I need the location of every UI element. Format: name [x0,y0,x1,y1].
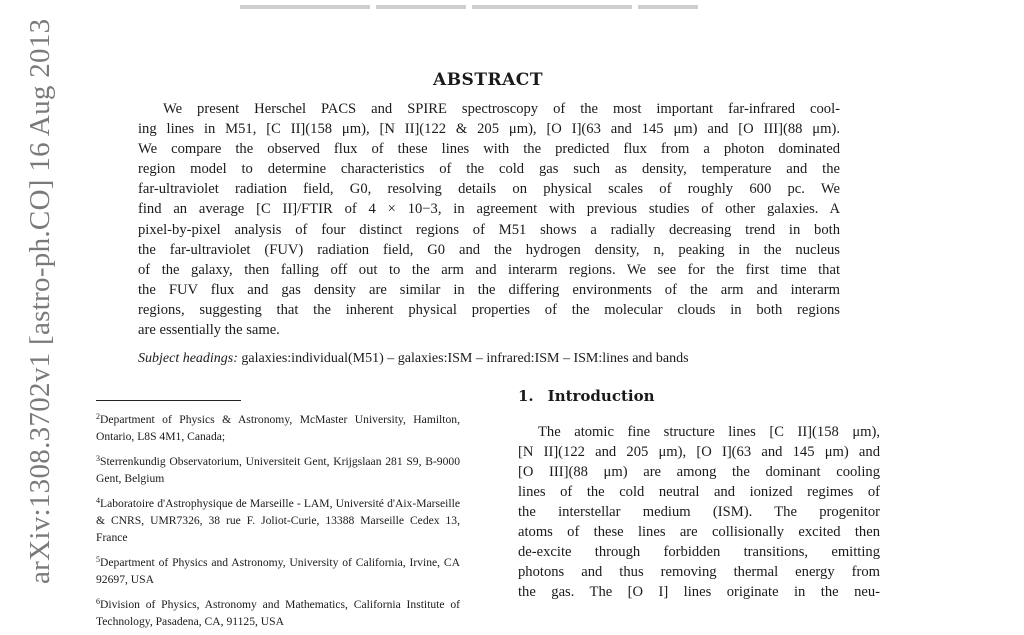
footnote [96,551,460,588]
footnote-mark: 6 [96,597,100,606]
intro-line: de-excite through forbidden transitions, emitting [518,544,880,560]
abstract-line: We present Herschel PACS and SPIRE spectroscopy of the most important far-infrared cool- [163,101,840,117]
footnote-rule [96,400,241,401]
section-heading [518,387,655,405]
abstract-line: find an average [C II]/FTIR of 4 × 10−3, in agreement with previous studies of other galaxies. A [138,201,840,218]
section-number: 1. [518,387,534,405]
footnote [96,408,460,445]
abstract-line: We compare the observed flux of these lines with the predicted flux from a photon dominated [138,141,840,158]
footnote [96,492,460,546]
intro-line: photons and thus removing thermal energy from [518,564,880,580]
footnote-text: Department of Physics & Astronomy, McMaster University, Hamilton, Ontario, L8S 4M1, Canada; [96,413,460,443]
abstract-line: region model to determine characteristics of the cold gas such as density, temperature and the [138,161,840,178]
intro-line: the interstellar medium (ISM). The progenitor [518,504,880,520]
footnote [96,450,460,487]
abstract-line: pixel-by-pixel analysis of four distinct regions of M51 shows a radially decreasing trend in both [138,221,840,238]
subject-headings-text: galaxies:individual(M51) – galaxies:ISM – infrared:ISM – ISM:lines and bands [241,351,689,366]
intro-line: [N II](122 and 205 μm), [O I](63 and 145 μm) and [518,444,880,460]
footnote-text: Sterrenkundig Observatorium, Universiteit Gent, Krijgslaan 281 S9, B-9000 Gent, Belgium [96,455,460,485]
footnote-text: Laboratoire d'Astrophysique de Marseille - LAM, Université d'Aix-Marseille & CNRS, UMR7326, 38 rue F. Joliot-Curie, 13388 Marseille Cedex 13, France [96,497,460,544]
intro-line: lines of the cold neutral and ionized regimes of [518,484,880,500]
footnotes [96,408,460,635]
footnote-text: Department of Physics and Astronomy, University of California, Irvine, CA 92697, USA [96,556,460,586]
section-title: Introduction [547,387,655,405]
arxiv-identifier: arXiv:1308.3702v1 [astro-ph.CO] 16 Aug 2013 [24,18,56,584]
intro-line: The atomic fine structure lines [C II](158 μm), [538,424,880,440]
abstract-heading: ABSTRACT [433,70,543,90]
abstract-line: ing lines in M51, [C II](158 μm), [N II](122 & 205 μm), [O I](63 and 145 μm) and [O III](88 μm). [138,121,840,138]
abstract-body [138,99,840,340]
abstract-line: far-ultraviolet radiation field, G0, resolving details on physical scales of roughly 600 pc. We [138,181,840,198]
abstract-line: the far-ultraviolet (FUV) radiation field, G0 and the hydrogen density, n, peaking in the nucleus [138,241,840,258]
abstract-line: regions, suggesting that the inherent physical properties of the molecular clouds in both regions [138,301,840,318]
arxiv-sidebar-stamp [24,0,57,584]
intro-line: the gas. The [O I] lines originate in the neu- [518,584,880,600]
abstract-line: of the galaxy, then falling off out to the arm and interarm regions. We see for the first time that [138,261,840,278]
footnote-mark: 5 [96,555,100,564]
footnote-mark: 3 [96,454,100,463]
abstract-line: are essentially the same. [138,322,280,339]
subject-headings-label: Subject headings: [138,351,238,366]
intro-line: [O III](88 μm) are among the dominant cooling [518,464,880,480]
footnote-text: Division of Physics, Astronomy and Mathematics, California Institute of Technology, Pasadena, CA, 91125, USA [96,598,460,628]
abstract-line: the FUV flux and gas density are similar in the differing environments of the arm and interarm [138,281,840,298]
subject-headings [138,351,840,367]
footnote [96,593,460,630]
intro-line: atoms of these lines are collisionally excited then [518,524,880,540]
introduction-body [518,422,880,602]
footnote-mark: 4 [96,496,100,505]
footnote-mark: 2 [96,412,100,421]
